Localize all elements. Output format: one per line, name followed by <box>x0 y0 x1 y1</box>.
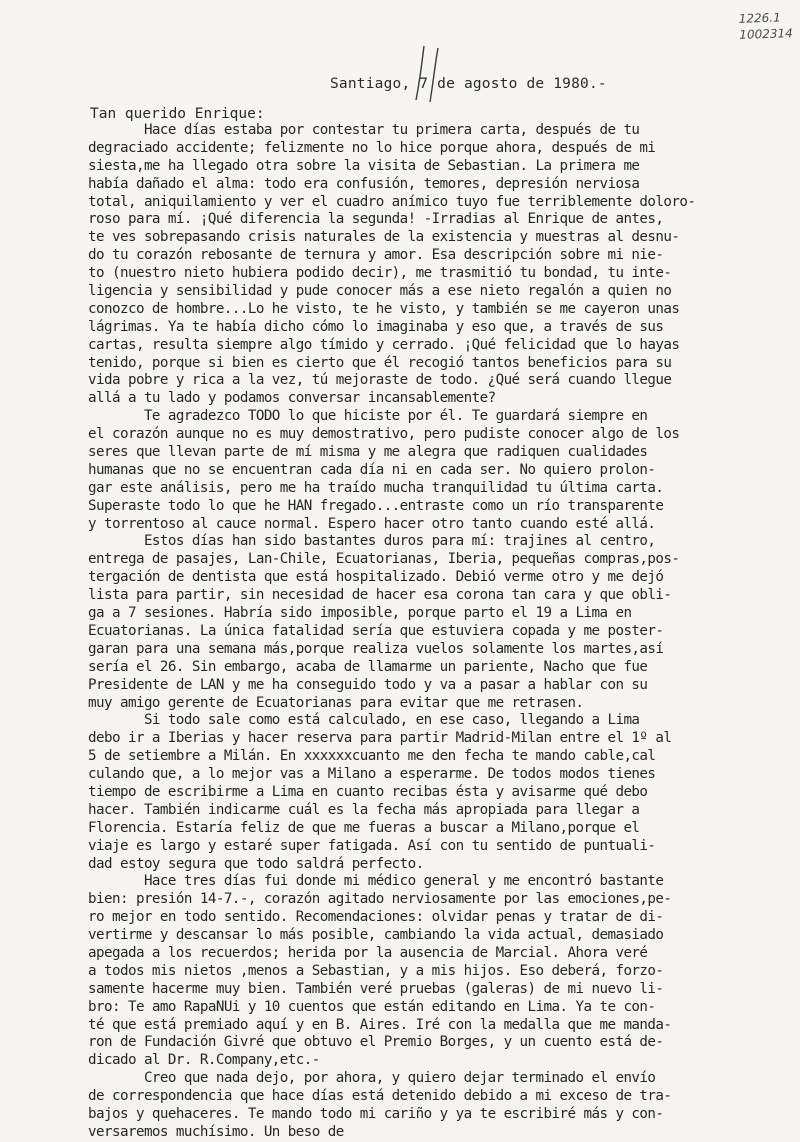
letter-line: siesta,me ha llegado otra sobre la visita de Sebastian. La primera me <box>88 157 640 174</box>
letter-line: culando que, a lo mejor vas a Milano a esperarme. De todos modos tienes <box>88 766 656 783</box>
letter-line: Hace días estaba por contestar tu primera carta, después de tu <box>88 122 640 138</box>
letter-line: gar este análisis, pero me ha traído mucha tranquilidad tu última carta. <box>88 479 664 496</box>
letter-line: tiempo de escribirme a Lima en cuanto recibas ésta y avisarme qué debo <box>88 783 648 800</box>
letter-line: a todos mis nietos ,menos a Sebastian, y a mis hijos. Eso deberá, forzo- <box>88 962 664 979</box>
letter-line: allá a tu lado y podamos conversar incansablemente? <box>88 390 496 407</box>
letter-line: sería el 26. Sin embargo, acaba de llamarme un pariente, Nacho que fue <box>88 658 648 675</box>
letter-line: ron de Fundación Givré que obtuvo el Premio Borges, y un cuento está de- <box>88 1034 664 1051</box>
letter-line: muy amigo gerente de Ecuatorianas para evitar que me retrasen. <box>88 694 584 711</box>
letter-salutation: Tan querido Enrique: <box>90 106 265 122</box>
letter-line: Creo que nada dejo, por ahora, y quiero dejar terminado el envío <box>88 1070 656 1087</box>
letter-line: Superaste todo lo que he HAN fregado...entraste como un río transparente <box>88 497 664 514</box>
letter-line: conozco de hombre...Lo he visto, te he visto, y también se me cayeron unas <box>88 300 680 317</box>
archive-code-line: 1226.1 <box>738 10 781 26</box>
letter-line: Presidente de LAN y me ha conseguido todo y va a pasar a hablar con su <box>88 676 648 693</box>
letter-line: te ves sobrepasando crisis naturales de la existencia y muestras al desnu- <box>88 229 680 246</box>
letter-line: Si todo sale como está calculado, en ese caso, llegando a Lima <box>88 712 640 729</box>
letter-line: Te agradezco TODO lo que hiciste por él. Te guardará siempre en <box>88 408 648 425</box>
letter-line: ligencia y sensibilidad y pude conocer más a ese nieto regalón a quien no <box>88 283 672 300</box>
letter-line: lágrimas. Ya te había dicho cómo lo imaginaba y eso que, a través de sus <box>88 318 664 335</box>
letter-line: total, aniquilamiento y ver el cuadro anímico tuyo fue terriblemente doloro- <box>88 193 696 210</box>
letter-line: había dañado el alma: todo era confusión, temores, depresión nerviosa <box>88 175 640 192</box>
letter-line: lista para partir, sin necesidad de hacer esa corona tan cara y que obli- <box>88 587 672 604</box>
letter-line: viaje es largo y estaré super fatigada. Así con tu sentido de puntuali- <box>88 837 656 854</box>
letter-line: cartas, resulta siempre algo tímido y cerrado. ¡Qué felicidad que lo hayas <box>88 336 680 353</box>
letter-line: entrega de pasajes, Lan-Chile, Ecuatorianas, Iberia, pequeñas compras,pos- <box>88 551 680 568</box>
letter-line: té que está premiado aquí y en B. Aires. Iré con la medalla que me manda- <box>88 1016 672 1033</box>
letter-line: de correspondencia que hace días está detenido debido a mi exceso de tra- <box>88 1088 672 1105</box>
letter-line: samente hacerme muy bien. También veré pruebas (galeras) de mi nuevo li- <box>88 980 664 997</box>
letter-line: Florencia. Estaría feliz de que me fueras a buscar a Milano,porque el <box>88 819 640 836</box>
letter-line: tergación de dentista que está hospitalizado. Debió verme otro y me dejó <box>88 569 664 586</box>
letter-line: degraciado accidente; felizmente no lo hice porque ahora, después de mi <box>88 139 656 156</box>
letter-line: roso para mí. ¡Qué diferencia la segunda! -Irradias al Enrique de antes, <box>88 211 664 228</box>
letter-line: Estos días han sido bastantes duros para mí: trajines al centro, <box>88 533 656 550</box>
letter-line: seres que llevan parte de mí misma y me alegra que radiquen cualidades <box>88 444 648 461</box>
letter-line: humanas que no se encuentran cada día ni en cada ser. No quiero prolon- <box>88 461 656 478</box>
letter-line: el corazón aunque no es muy demostrativo, pero pudiste conocer algo de los <box>88 426 680 443</box>
letter-line: to (nuestro nieto hubiera podido decir), me trasmitió tu bondad, tu inte- <box>88 265 672 282</box>
pencil-mark-icon <box>408 40 468 110</box>
letter-line: Hace tres días fui donde mi médico general y me encontró bastante <box>88 873 664 890</box>
letter-line: ro mejor en todo sentido. Recomendaciones: olvidar penas y tratar de di- <box>88 909 664 926</box>
archive-code <box>738 9 793 43</box>
letter-body <box>88 122 778 1142</box>
letter-line: versaremos muchísimo. Un beso de <box>88 1123 344 1140</box>
letter-line: do tu corazón rebosante de ternura y amor. Esa descripción sobre mi nie- <box>88 247 664 264</box>
letter-line: garan para una semana más,porque realiza vuelos solamente los martes,así <box>88 640 664 657</box>
letter-line: Ecuatorianas. La única fatalidad sería que estuviera copada y me poster- <box>88 622 664 639</box>
letter-line: vida pobre y rica a la vez, tú mejoraste de todo. ¿Qué será cuando llegue <box>88 372 672 389</box>
letter-line: y torrentoso al cauce normal. Espero hacer otro tanto cuando esté allá. <box>88 515 656 532</box>
archive-code-line: 1002314 <box>738 26 793 42</box>
letter-line: tenido, porque si bien es cierto que él recogió tantos beneficios para su <box>88 354 672 371</box>
letter-line: dad estoy segura que todo saldrá perfecto. <box>88 855 424 872</box>
letter-line: bajos y quehaceres. Te mando todo mi cariño y ya te escribiré más y con- <box>88 1105 664 1122</box>
letter-line: bro: Te amo RapaNUi y 10 cuentos que están editando en Lima. Ya te con- <box>88 998 656 1015</box>
letter-line: hacer. También indicarme cuál es la fecha más apropiada para llegar a <box>88 801 640 818</box>
letter-dateline: Santiago, 7 de agosto de 1980.- <box>330 76 607 92</box>
letter-line: bien: presión 14-7.-, corazón agitado nerviosamente por las emociones,pe- <box>88 891 672 908</box>
letter-line: apegada a los recuerdos; herida por la ausencia de Marcial. Ahora veré <box>88 944 648 961</box>
letter-line: vertirme y descansar lo más posible, cambiando la vida actual, demasiado <box>88 927 664 944</box>
letter-line: dicado al Dr. R.Company,etc.- <box>88 1052 320 1069</box>
letter-line: 5 de setiembre a Milán. En xxxxxxcuanto me den fecha te mando cable,cal <box>88 748 656 765</box>
letter-line: ga a 7 sesiones. Habría sido imposible, porque parto el 19 a Lima en <box>88 605 632 622</box>
letter-line: debo ir a Iberias y hacer reserva para partir Madrid-Milan entre el 1º al <box>88 730 672 747</box>
